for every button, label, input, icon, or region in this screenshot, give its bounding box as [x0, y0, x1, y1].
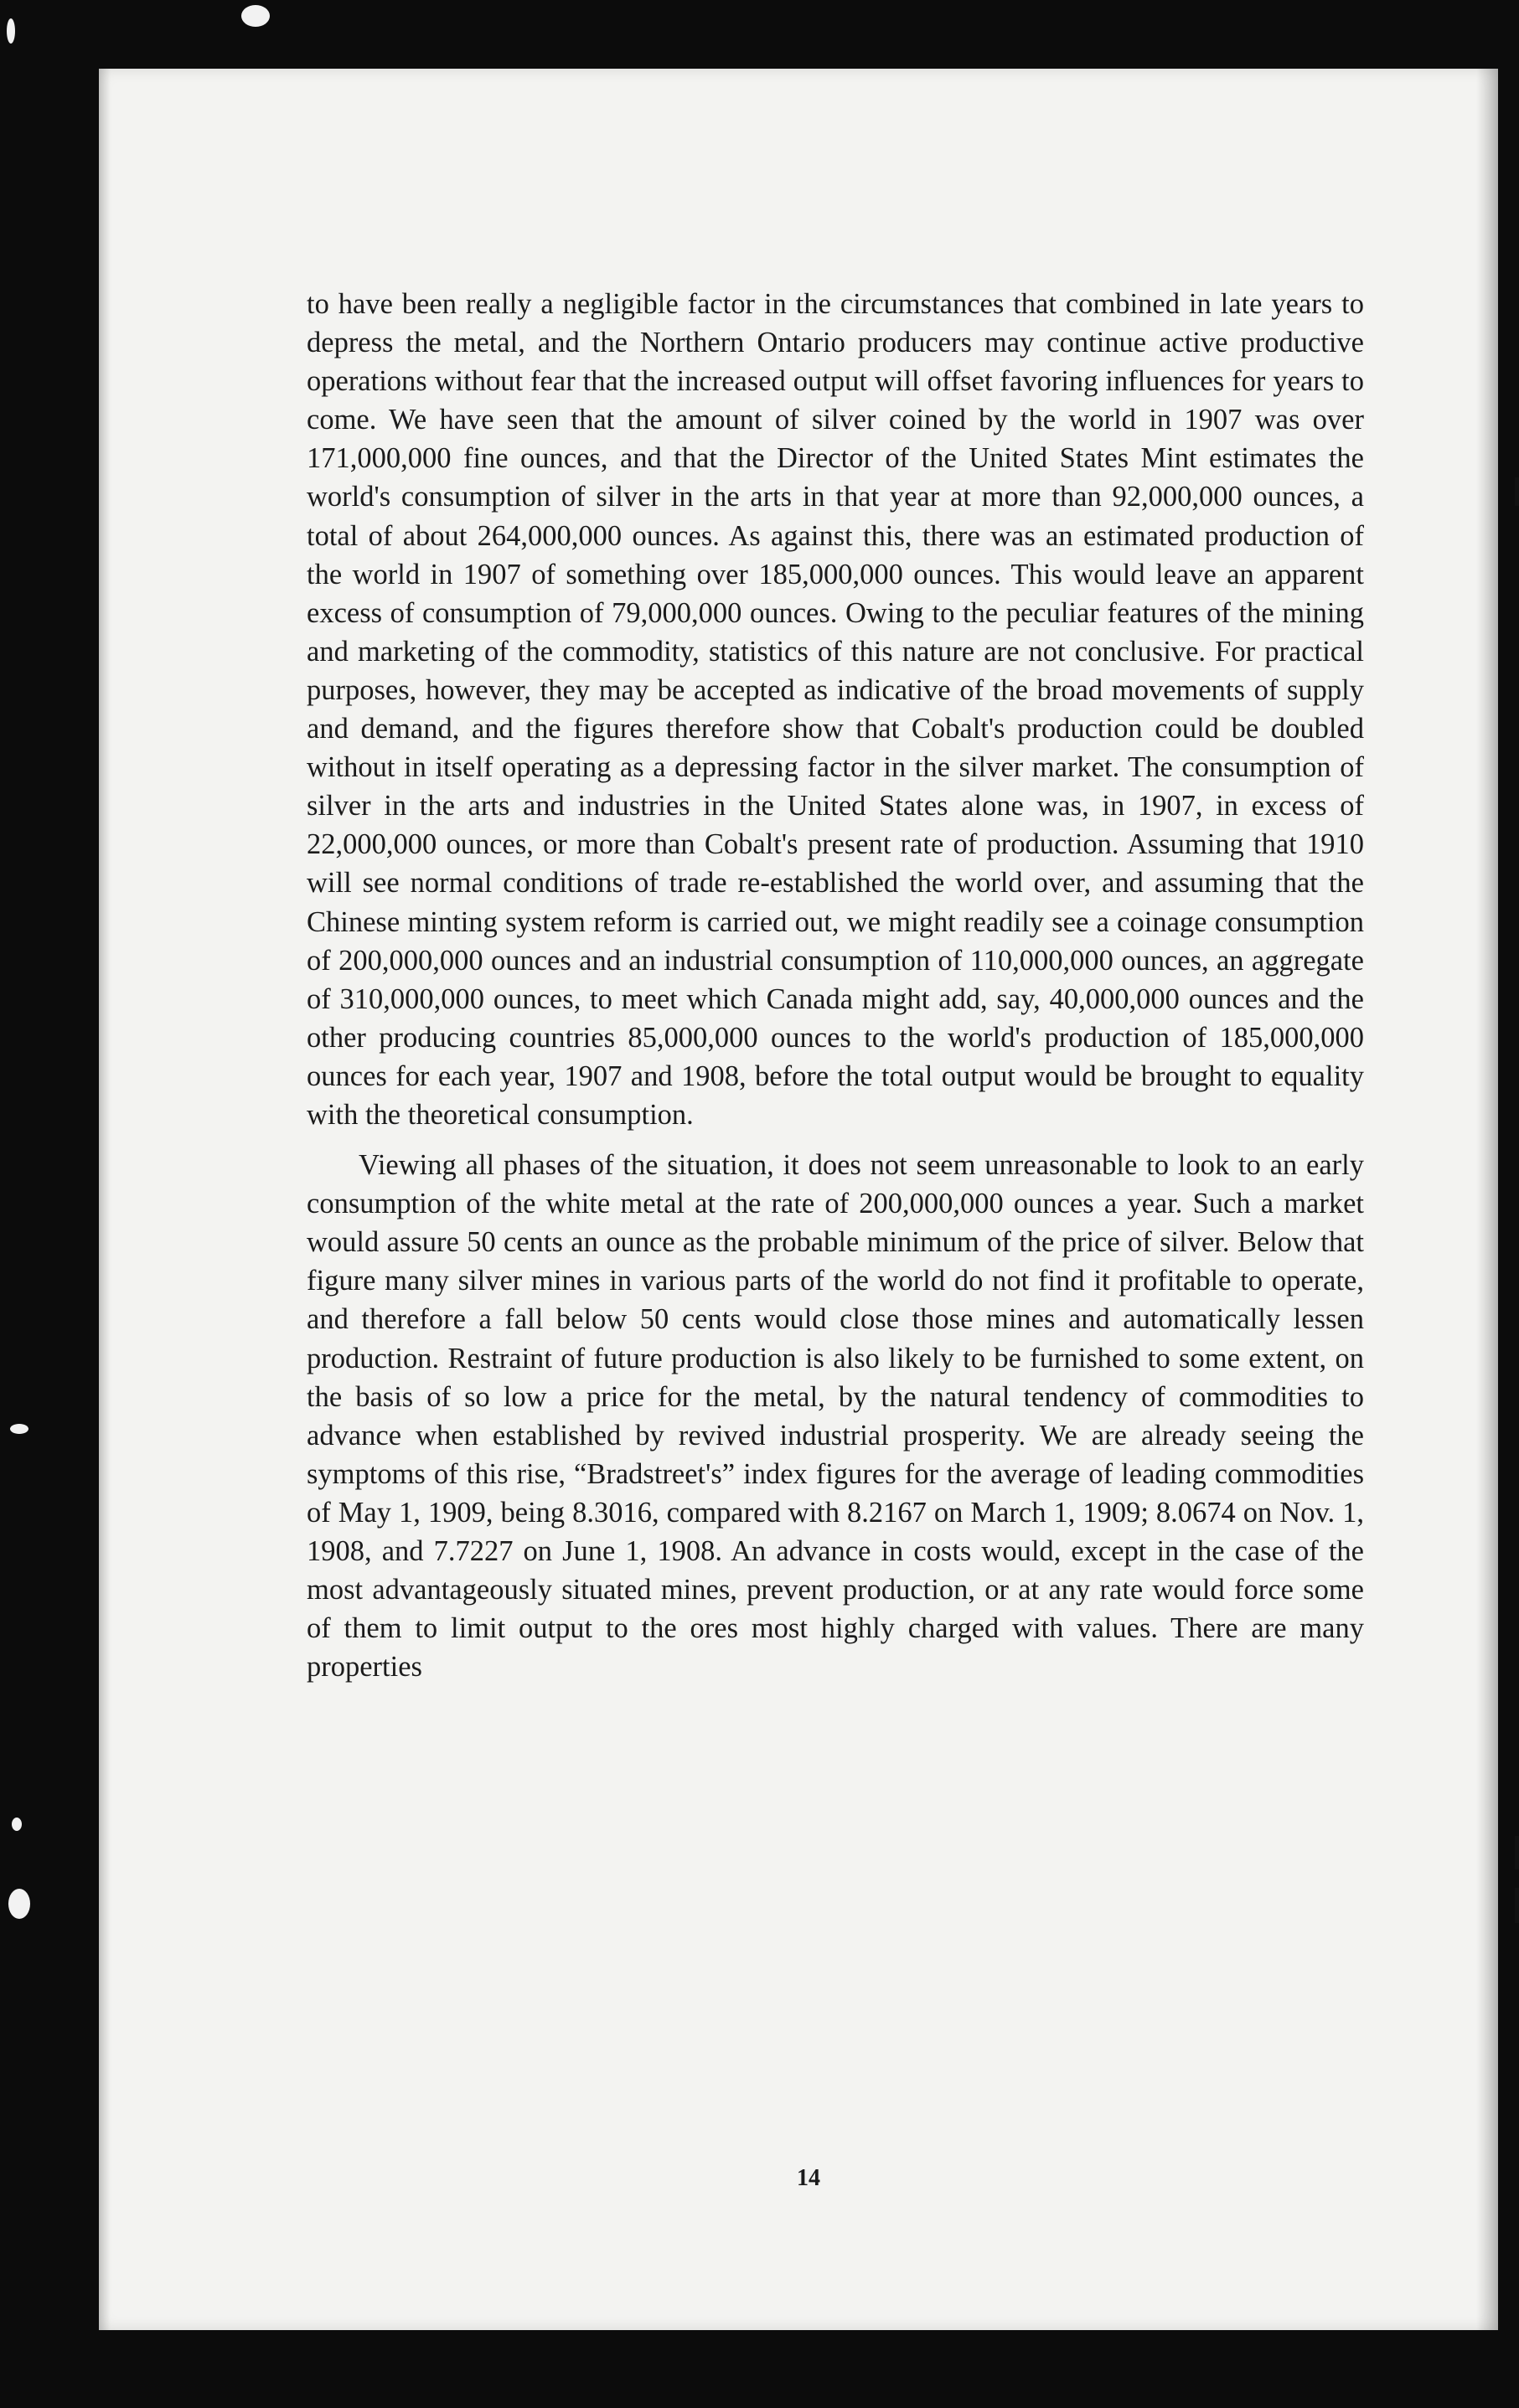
page-number: 14 — [797, 2165, 820, 2191]
margin-mark — [1515, 1836, 1519, 1869]
margin-mark — [1515, 1888, 1519, 1923]
scan-speck — [7, 18, 15, 44]
scan-speck — [10, 1424, 28, 1434]
body-text — [307, 285, 1364, 1686]
margin-mark — [1515, 477, 1519, 506]
paragraph: Viewing all phases of the situation, it does not seem unreasonable to look to an early consumption of the white metal at the rate of 200,000,000 ounces a year. Such a market would assure 50 cents an ounce as the probable minimum of the price of silver. Below that figure many silver mines in various parts of the world do not find it profitable to operate, and therefore a fall below 50 cents would close those mines and automatically lessen production. Restraint of future production is also likely to be furnished to some extent, on the basis of so low a price for the metal, by the natural tendency of commodities to advance when established by revived industrial prosperity. We are already seeing the symptoms of this rise, “Bradstreet's” index figures for the average of leading commodities of May 1, 1909, being 8.3016, compared with 8.2167 on March 1, 1909; 8.0674 on Nov. 1, 1908, and 7.7227 on June 1, 1908. An advance in costs would, except in the case of the most advantageously situated mines, prevent production, or at any rate would force some of them to limit output to the ores most highly charged with values. There are many properties — [307, 1149, 1364, 1684]
scan-speck — [241, 5, 270, 27]
paragraph: to have been really a negligible factor in the circumstances that combined in late years to depress the metal, and the Northern Ontario producers may continue active productive operations without fear that the increased output will offset favoring influences for years to come. We have seen that the amount of silver coined by the world in 1907 was over 171,000,000 fine ounces, and that the Director of the United States Mint estimates the world's consumption of silver in the arts in that year at more than 92,000,000 ounces, a total of about 264,000,000 ounces. As against this, there was an estimated production of the world in 1907 of something over 185,000,000 ounces. This would leave an apparent excess of consumption of 79,000,000 ounces. Owing to the peculiar features of the mining and marketing of the commodity, statistics of this nature are not conclusive. For practical purposes, however, they may be accepted as indicative of the broad movements of supply and demand, and the figures therefore show that Cobalt's production could be doubled without in itself operating as a depressing factor in the silver market. The consumption of silver in the arts and industries in the United States alone was, in 1907, in excess of 22,000,000 ounces, or more than Cobalt's present rate of production. Assuming that 1910 will see normal conditions of trade re-established the world over, and assuming that the Chinese minting system reform is carried out, we might readily see a coinage consumption of 200,000,000 ounces and an industrial consumption of 110,000,000 ounces, an aggregate of 310,000,000 ounces, to meet which Canada might add, say, 40,000,000 ounces and the other producing countries 85,000,000 ounces to the world's production of 185,000,000 ounces for each year, 1907 and 1908, before the total output would be brought to equality with the theoretical consumption. — [307, 288, 1364, 1131]
document-page — [99, 69, 1498, 2330]
page-shadow-right — [1476, 69, 1498, 2330]
page-shadow-left — [99, 69, 111, 2330]
scan-speck — [12, 1818, 22, 1831]
scan-speck — [8, 1889, 30, 1919]
